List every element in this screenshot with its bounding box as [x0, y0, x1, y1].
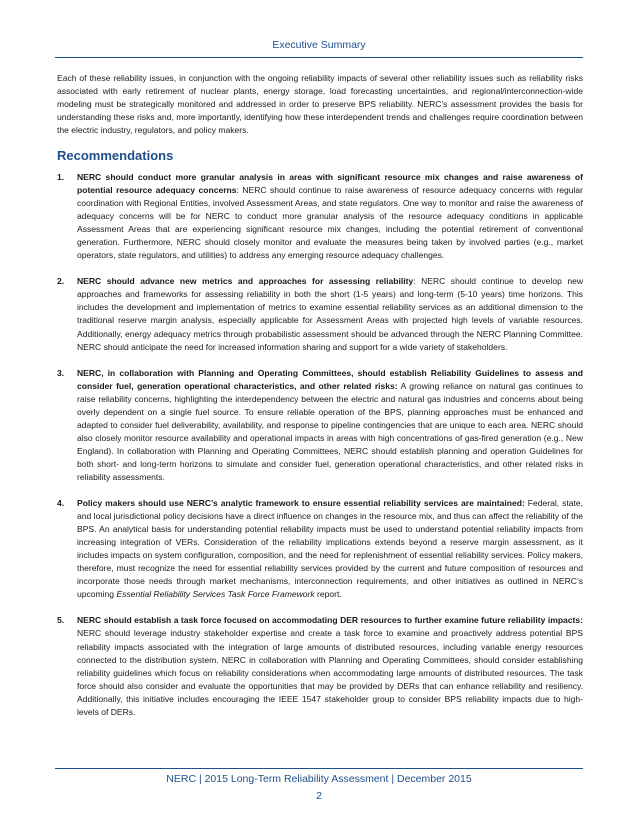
page-number: 2: [316, 790, 322, 802]
item-number: 2.: [57, 276, 65, 287]
header-divider: [55, 57, 583, 58]
item-lead: NERC should advance new metrics and approaches for assessing reliability: [77, 276, 414, 287]
item-body: A growing reliance on natural gas continues to raise reliability concerns, highlighting the interdependency between the electric and natural gas industries and concerns about being overly dependent on a single fuel source. To ensure reliable operation of the BPS, planning approaches must be enhanced and adapted to consider fuel deliverability, availability, and response to pipeline contingencies that are unique to each area. NERC should also closely monitor resource availability and operational impacts in areas with high concentrations of gas-fired generation (e.g., New England). In collaboration with Planning and Operating Committees, NERC should establish planning and operation Guidelines for both short- and long-term horizons to simulate and consider fuel, generation operational characteristics, and other related risks in reliability assessments.: [77, 380, 583, 482]
item-tail: report.: [314, 589, 342, 600]
recommendation-item: [57, 171, 583, 262]
item-emphasis: Essential Reliability Services Task Force Framework: [116, 589, 315, 600]
item-body: : NERC should continue to raise awareness of resource adequacy concerns with regular coordination with Regional Entities, involved Assessment Areas, and state regulators. One way to monitor and raise the awareness of adequacy concerns will be for NERC to conduct more granular analysis of the resource adequacy conditions in applicable Assessment Areas that are experiencing significant resource mix changes, including the potential retirement of conventional generation. Furthermore, NERC should closely monitor and evaluate the measures being taken by involved parties (e.g., market operators, state regulators, and utilities) to address any emerging resource adequacy challenges.: [77, 185, 583, 261]
footer-divider: [55, 768, 583, 769]
recommendations-heading: Recommendations: [57, 148, 174, 163]
item-body: : NERC should continue to develop new approaches and frameworks for assessing reliability in both the short (1-5 years) and long-term (5-10 years) time horizons. This includes the development and implementation of metrics to examine essential reliability services as an additional dimension to the traditional reserve margin analysis, especially applicable for Assessment Areas with projected high levels of variable resources. Additionally, energy adequacy metrics through probabilistic assessment should be advanced through the NERC Planning Committee. NERC should anticipate the need for increased information sharing and support for a wide variety of stakeholders.: [77, 276, 583, 352]
running-header: Executive Summary: [272, 39, 366, 51]
recommendations-list: [57, 171, 583, 732]
item-lead: NERC should establish a task force focused on accommodating DER resources to further examine future reliability impacts:: [77, 615, 583, 626]
item-lead: Policy makers should use NERC’s analytic framework to ensure essential reliability services are maintained:: [77, 498, 525, 509]
item-number: 4.: [57, 498, 65, 509]
item-body: Federal, state, and local jurisdictional policy decisions have a direct influence on changes in the resource mix, and thus can affect the reliability of the BPS. An analytical basis for understanding potential reliability impacts must be used to understand potential reliability impacts from increasing integration of VERs. Consideration of the reliability implications extends beyond a reserve margin assessment, as it includes impacts on system configuration, composition, and the need for replenishment of essential reliability services. Policy makers, therefore, must recognize the need for essential reliability services provided by the current and future composition of resources and incorporate those needs through market mechanisms, interconnection requirements, and other initiatives as outlined in NERC’s upcoming: [77, 498, 583, 600]
item-number: 5.: [57, 615, 65, 626]
recommendation-item: [57, 275, 583, 353]
intro-paragraph: Each of these reliability issues, in conjunction with the ongoing reliability impacts of several other reliability issues such as reliability risks associated with early retirement of nuclear plants, energy storage, load forecasting uncertainties, and regional/interconnection-wide modeling must be strategically monitored and addressed in order to preserve BPS reliability. NERC’s assessment provides the basis for understanding these risks and, more importantly, identifying how these interdependent trends and challenges require coordination between the electric industry, regulators, and policy makers.: [57, 73, 583, 136]
running-footer: NERC | 2015 Long-Term Reliability Assessment | December 2015: [166, 773, 472, 785]
recommendation-item: [57, 367, 583, 484]
recommendation-item: [57, 614, 583, 718]
item-body: NERC should leverage industry stakeholder expertise and create a task force to examine and proactively address potential BPS reliability impacts associated with the integration of large amounts of distributed resources, including variable energy resources connected to the distribution system. NERC in collaboration with Planning and Operating Committees, should consider establishing reliability guidelines which focus on reliability considerations when accommodating large amounts of distributed resources. The task force should also consider and evaluate the opportunities that may be provided by DERs that can enhance reliability and resiliency. Additionally, this initiative includes encouraging the IEEE 1547 stakeholder group to consider BPS reliability impacts due to high-levels of DERs.: [77, 628, 583, 717]
item-number: 3.: [57, 367, 65, 378]
item-number: 1.: [57, 172, 65, 182]
item-lead: NERC should conduct more granular analysis in areas with significant resource mix changes and raise awareness of potential resource adequacy concerns: [77, 172, 583, 196]
item-lead: NERC, in collaboration with Planning and Operating Committees, should establish Reliability Guidelines to assess and consider fuel, generation operational characteristics, and other related risks:: [77, 367, 583, 391]
recommendation-item: [57, 497, 583, 601]
